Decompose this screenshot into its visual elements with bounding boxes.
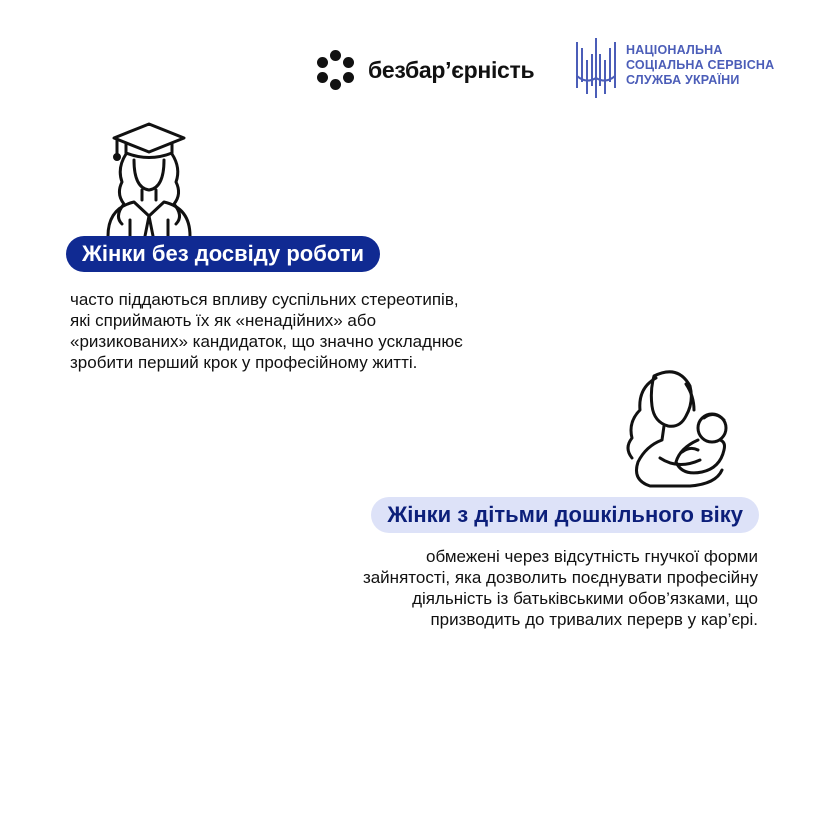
block-1-line-3: «ризикованих» кандидаток, що значно ускладнює	[70, 332, 463, 351]
block-1-title: Жінки без досвіду роботи	[66, 236, 380, 272]
block-2-line-2: зайнятості, яка дозволить поєднувати професійну	[362, 568, 758, 587]
nss-line-2: СОЦІАЛЬНА СЕРВІСНА	[626, 58, 775, 72]
block-1-text	[70, 289, 570, 373]
trident-bars-icon	[574, 36, 618, 100]
block-2-text	[258, 546, 758, 630]
bezbarernist-logo-text: безбар’єрність	[368, 56, 535, 83]
block-1-line-1: часто піддаються впливу суспільних стереотипів,	[70, 290, 459, 309]
nss-logo	[574, 36, 774, 100]
block-1-line-4: зробити перший крок у професійному житті.	[70, 353, 418, 372]
block-2-line-4: призводить до тривалих перерв у кар’єрі.	[430, 610, 758, 629]
bezbarernist-logo	[316, 50, 534, 90]
mother-with-baby-icon	[620, 366, 736, 494]
block-2-line-1: обмежені через відсутність гнучкої форми	[426, 547, 758, 566]
block-2-title: Жінки з дітьми дошкільного віку	[371, 497, 759, 533]
block-1-line-2: які сприймають їх як «ненадійних» або	[70, 311, 377, 330]
block-2-line-3: діяльність із батьківськими обов’язками, що	[412, 589, 758, 608]
graduate-woman-icon	[104, 120, 194, 238]
nss-line-3: СЛУЖБА УКРАЇНИ	[626, 73, 740, 87]
dots-flower-icon	[316, 50, 356, 90]
nss-line-1: НАЦІОНАЛЬНА	[626, 43, 723, 57]
nss-logo-text	[626, 43, 774, 88]
